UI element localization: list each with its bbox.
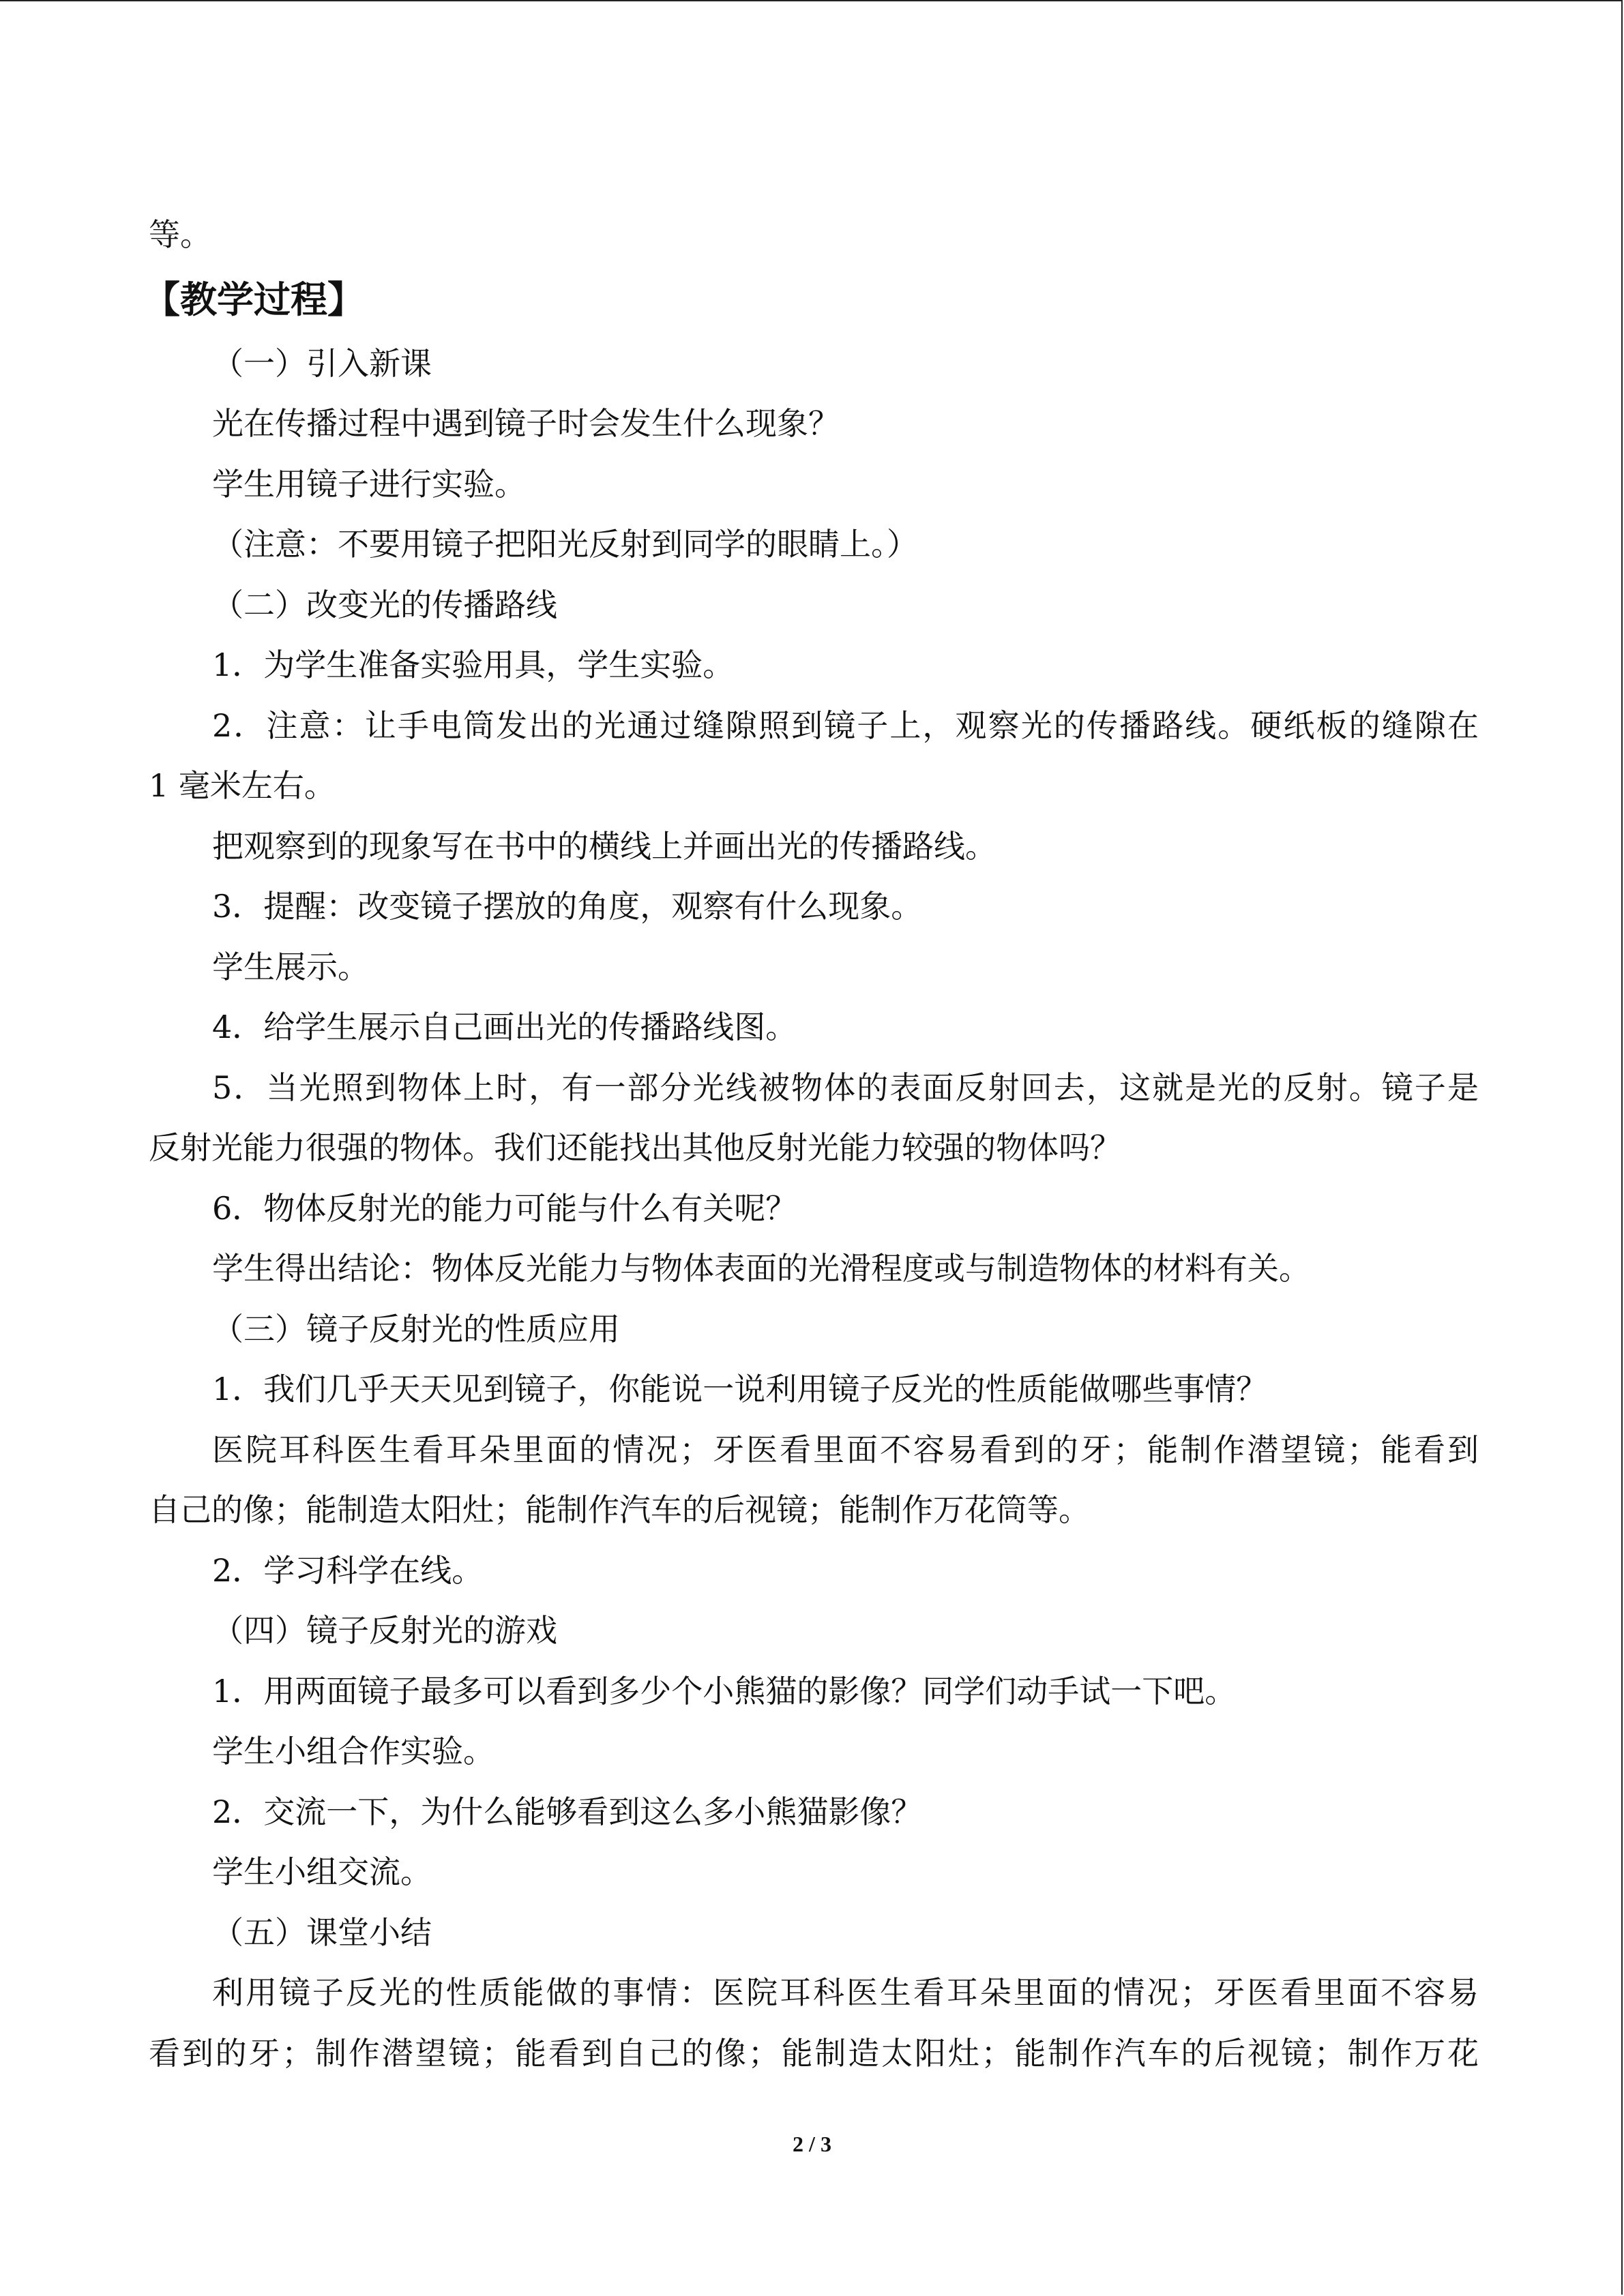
paragraph-line: 学生用镜子进行实验。	[212, 465, 526, 503]
paragraph-line: 2．学习科学在线。	[212, 1551, 484, 1589]
paragraph-line: 学生得出结论：物体反光能力与物体表面的光滑程度或与制造物体的材料有关。	[212, 1250, 1310, 1287]
document-body	[143, 205, 1479, 2083]
paragraph-line: 光在传播过程中遇到镜子时会发生什么现象？	[212, 405, 840, 442]
paragraph-line: 看到的牙；制作潜望镜；能看到自己的像；能制造太阳灶；能制作汽车的后视镜；制作万花	[149, 2034, 1479, 2072]
paragraph-line: 学生小组交流。	[212, 1853, 432, 1890]
paragraph-line: 4．给学生展示自己画出光的传播路线图。	[212, 1009, 797, 1045]
paragraph-line: 把观察到的现象写在书中的横线上并画出光的传播路线。	[212, 827, 996, 865]
paragraph-line: （一）引入新课	[212, 344, 432, 382]
paragraph-line: 1．为学生准备实验用具，学生实验。	[212, 646, 735, 683]
paragraph-line: 自己的像；能制造太阳灶；能制作汽车的后视镜；能制作万花筒等。	[149, 1491, 1090, 1528]
paragraph-line: 2．注意：让手电筒发出的光通过缝隙照到镜子上，观察光的传播路线。硬纸板的缝隙在	[212, 706, 1479, 744]
page-number: 2 / 3	[793, 2132, 831, 2156]
paragraph-line: （四）镜子反射光的游戏	[212, 1612, 557, 1649]
paragraph-line: 反射光能力很强的物体。我们还能找出其他反射光能力较强的物体吗？	[149, 1129, 1121, 1166]
paragraph-line: 3．提醒：改变镜子摆放的角度，观察有什么现象。	[212, 888, 923, 925]
paragraph-line: 学生小组合作实验。	[212, 1733, 494, 1770]
paragraph-line: 5．当光照到物体上时，有一部分光线被物体的表面反射回去，这就是光的反射。镜子是	[212, 1069, 1479, 1106]
paragraph-line: （二）改变光的传播路线	[212, 586, 557, 623]
paragraph-line: 2．交流一下，为什么能够看到这么多小熊猫影像？	[212, 1793, 923, 1830]
paragraph-line: 1．我们几乎天天见到镜子，你能说一说利用镜子反光的性质能做哪些事情？	[212, 1371, 1268, 1407]
paragraph-line: 等。	[149, 216, 211, 253]
paragraph-line: 学生展示。	[212, 948, 369, 985]
paragraph-line: 1．用两面镜子最多可以看到多少个小熊猫的影像？同学们动手试一下吧。	[212, 1672, 1237, 1710]
paragraph-line: （五）课堂小结	[212, 1913, 432, 1951]
paragraph-line: 1 毫米左右。	[149, 767, 336, 804]
paragraph-line: （注意：不要用镜子把阳光反射到同学的眼睛上。）	[212, 526, 918, 563]
paragraph-line: 医院耳科医生看耳朵里面的情况；牙医看里面不容易看到的牙；能制作潜望镜；能看到	[212, 1431, 1479, 1468]
paragraph-line: （三）镜子反射光的性质应用	[212, 1310, 620, 1347]
paragraph-line: 6．物体反射光的能力可能与什么有关呢？	[212, 1189, 797, 1227]
section-heading: 【教学过程】	[143, 277, 364, 321]
paragraph-line: 利用镜子反光的性质能做的事情：医院耳科医生看耳朵里面的情况；牙医看里面不容易	[212, 1974, 1479, 2011]
